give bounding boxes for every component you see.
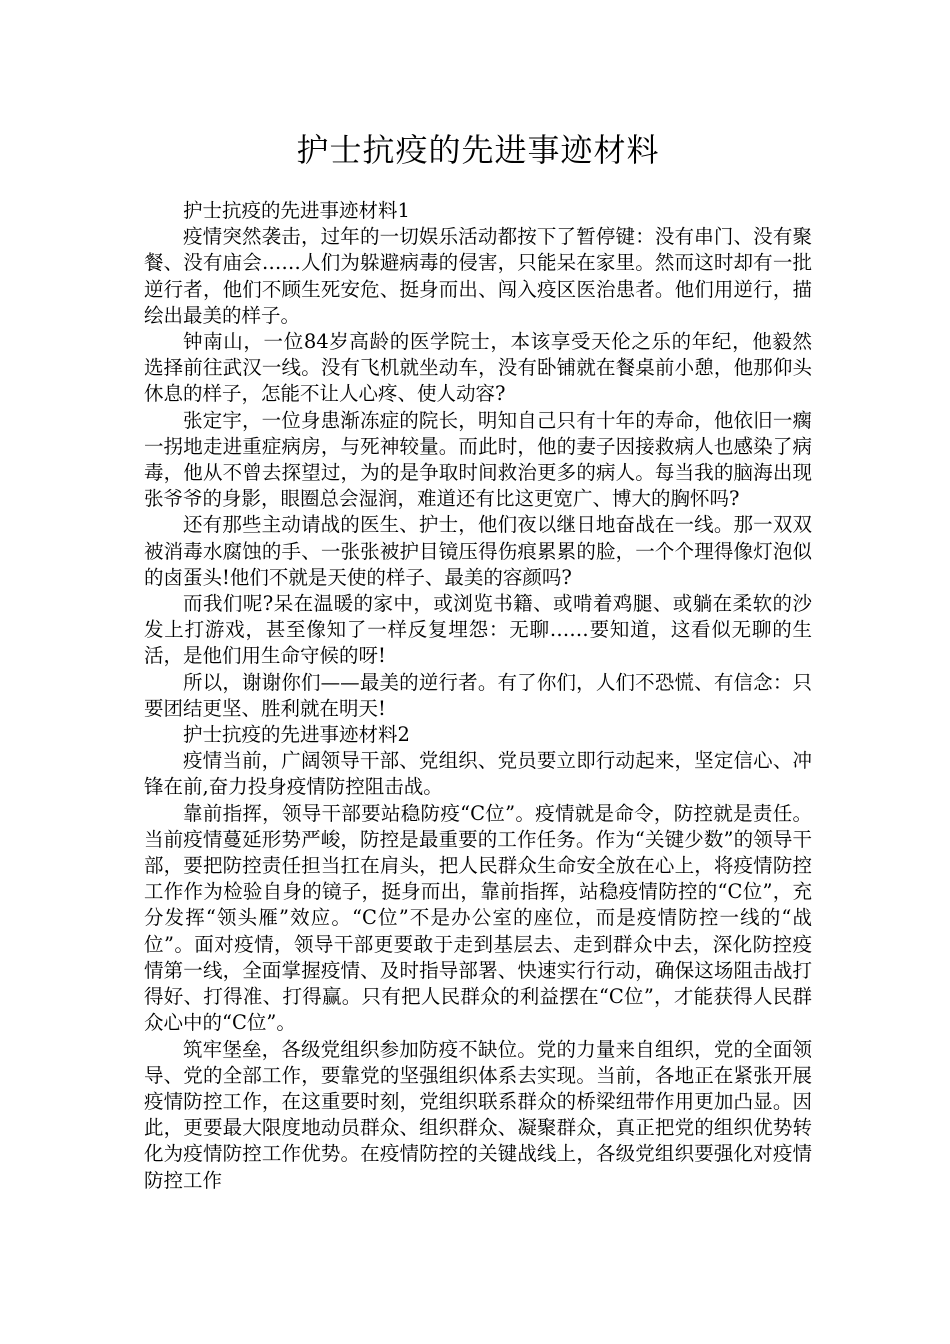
document-body [144, 198, 812, 1194]
paragraph: 筑牢堡垒，各级党组织参加防疫不缺位。党的力量来自组织，党的全面领导、党的全部工作，要靠党的坚强组织体系去实现。当前，各地正在紧张开展疫情防控工作，在这重要时刻，党组织联系群众的桥梁纽带作用更加凸显。因此，更要最大限度地动员群众、组织群众、凝聚群众，真正把党的组织优势转化为疫情防控工作优势。在疫情防控的关键战线上，各级党组织要强化对疫情防控工作 [144, 1037, 812, 1192]
paragraph: 疫情当前，广阔领导干部、党组织、党员要立即行动起来，坚定信心、冲锋在前,奋力投身疫情防控阻击战。 [144, 749, 812, 799]
paragraph: 疫情突然袭击，过年的一切娱乐活动都按下了暂停键：没有串门、没有聚餐、没有庙会……人们为躲避病毒的侵害，只能呆在家里。然而这时却有一批逆行者，他们不顾生死安危、挺身而出、闯入疫区医治患者。他们用逆行，描绘出最美的样子。 [144, 225, 812, 327]
paragraph: 所以，谢谢你们——最美的逆行者。有了你们，人们不恐慌、有信念：只要团结更坚、胜利就在明天! [144, 670, 812, 720]
document-title: 护士抗疫的先进事迹材料 [296, 131, 660, 169]
paragraph: 还有那些主动请战的医生、护士，他们夜以继日地奋战在一线。那一双双被消毒水腐蚀的手、一张张被护目镜压得伤痕累累的脸，一个个理得像灯泡似的卤蛋头!他们不就是天使的样子、最美的容颜吗? [144, 513, 812, 589]
paragraph: 钟南山，一位84岁高龄的医学院士，本该享受天伦之乐的年纪，他毅然选择前往武汉一线。没有飞机就坐动车，没有卧铺就在餐桌前小憩，他那仰头休息的样子，怎能不让人心疼、使人动容? [144, 330, 812, 406]
section-heading-1: 护士抗疫的先进事迹材料1 [183, 199, 410, 222]
paragraph: 靠前指挥，领导干部要站稳防疫“C位”。疫情就是命令，防控就是责任。当前疫情蔓延形势严峻，防控是最重要的工作任务。作为“关键少数”的领导干部，要把防控责任担当扛在肩头，把人民群众生命安全放在心上，将疫情防控工作作为检验自身的镜子，挺身而出，靠前指挥，站稳疫情防控的“C位”，充分发挥“领头雁”效应。“C位”不是办公室的座位，而是疫情防控一线的“战位”。面对疫情，领导干部更要敢于走到基层去、走到群众中去，深化防控疫情第一线，全面掌握疫情、及时指导部署、快速实行行动，确保这场阻击战打得好、打得准、打得赢。只有把人民群众的利益摆在“C位”，才能获得人民群众心中的“C位”。 [144, 801, 812, 1035]
document-page [144, 0, 812, 1194]
paragraph: 而我们呢?呆在温暖的家中，或浏览书籍、或啃着鸡腿、或躺在柔软的沙发上打游戏，甚至像知了一样反复埋怨：无聊……要知道，这看似无聊的生活，是他们用生命守候的呀! [144, 592, 812, 668]
paragraph: 张定宇，一位身患渐冻症的院长，明知自己只有十年的寿命，他依旧一瘸一拐地走进重症病房，与死神较量。而此时，他的妻子因接救病人也感染了病毒，他从不曾去探望过，为的是争取时间救治更多的病人。每当我的脑海出现张爷爷的身影，眼圈总会湿润，难道还有比这更宽广、博大的胸怀吗? [144, 408, 812, 511]
section-heading-2: 护士抗疫的先进事迹材料2 [183, 723, 410, 747]
